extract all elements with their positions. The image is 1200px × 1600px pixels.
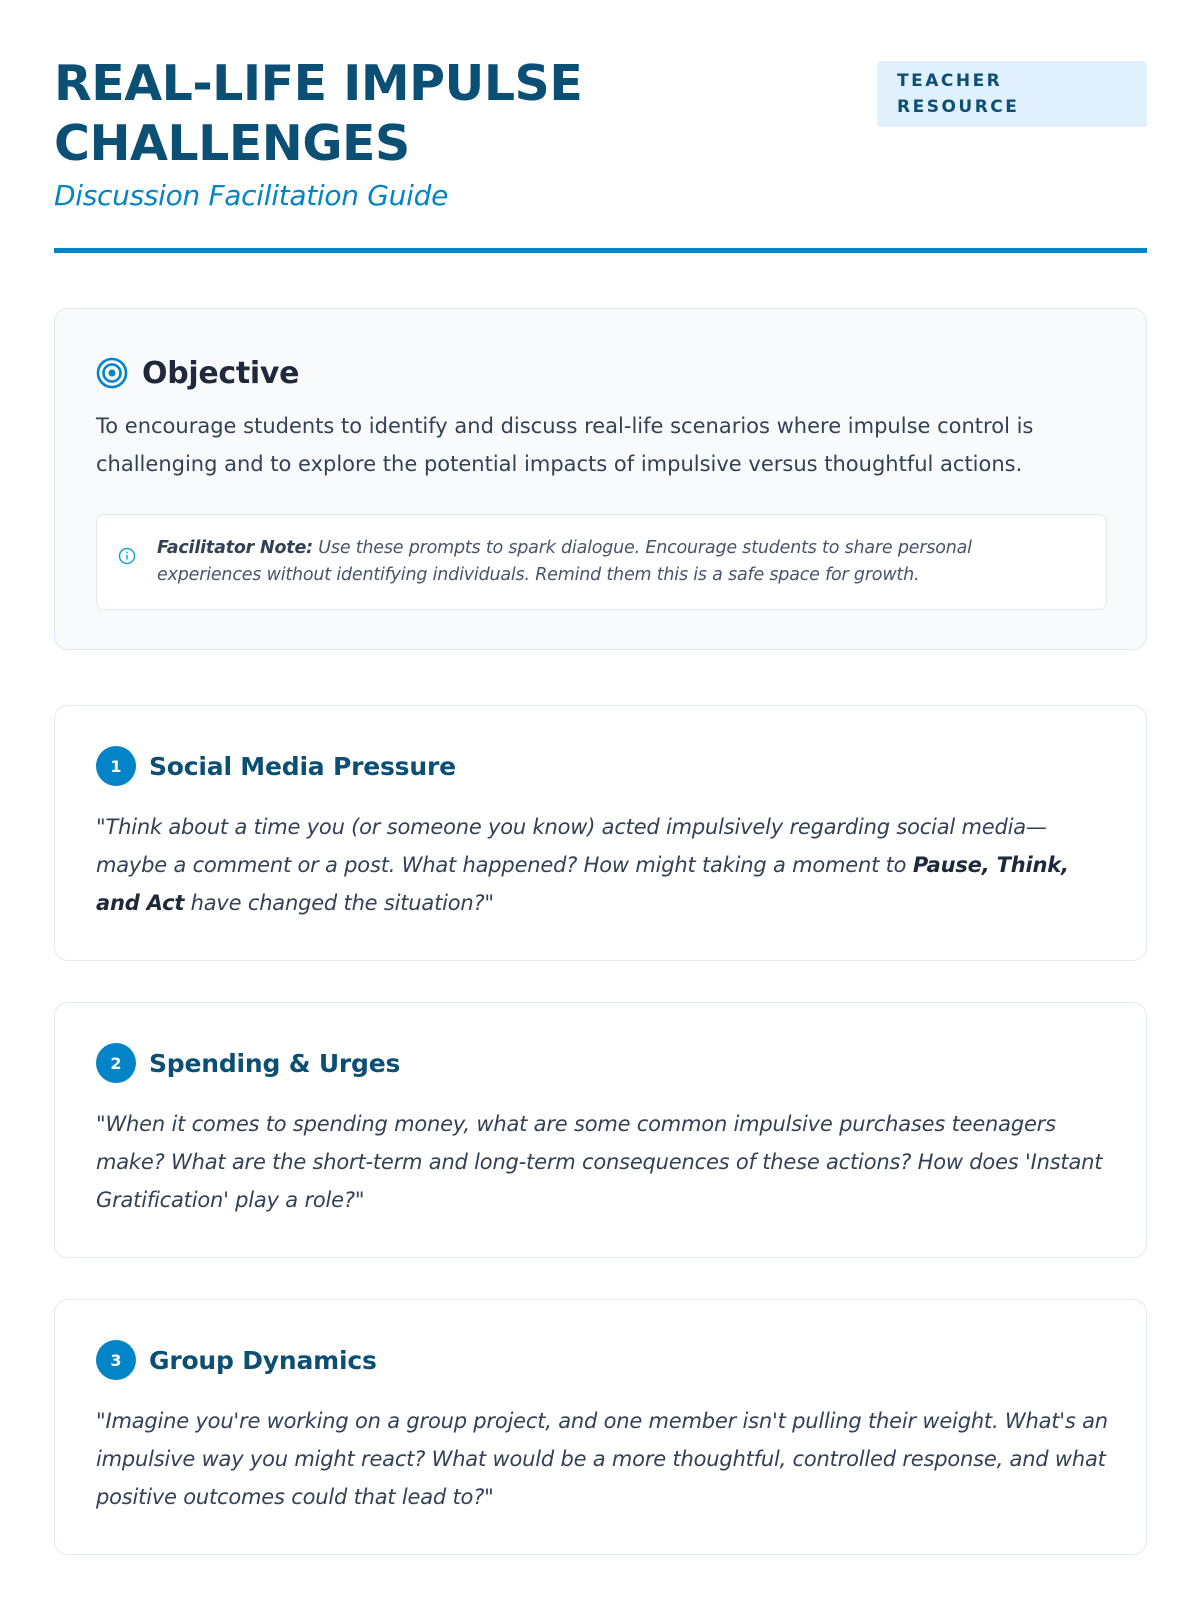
prompt-text: "Imagine you're working on a group project, and one member isn't pulling their weight. What's an impulsive way you might react? What would be a more thoughtful, controlled response, and what positive outcomes could that lead to?" [96,1409,1108,1509]
document-page [54,0,1147,1600]
prompt-number-badge: 1 [96,746,136,786]
document-subtitle: Discussion Facilitation Guide [54,179,448,212]
document-title [54,54,674,174]
target-icon [96,357,128,389]
prompt-number-badge: 3 [96,1340,136,1380]
prompt-title: Social Media Pressure [149,751,456,781]
facilitator-note-body: Use these prompts to spark dialogue. Encourage students to share personal experiences without identifying individuals. Remind them this is a safe space for growth. [157,538,972,585]
document-header [54,0,1147,253]
badge-line-2: RESOURCE [897,97,1020,117]
objective-heading [96,353,299,393]
prompt-heading [96,746,456,786]
prompt-card-spending [54,1002,1147,1258]
prompt-number-badge: 2 [96,1043,136,1083]
prompt-text: "When it comes to spending money, what are some common impulsive purchases teenagers make? What are the short-term and long-term consequences of these actions? How does 'Instant Gratification' play a role?" [96,1112,1103,1212]
facilitator-note [96,514,1107,610]
prompt-text-after: have changed the situation?" [184,891,494,915]
prompt-card-social-media [54,705,1147,961]
badge-line-1: TEACHER [897,71,1003,91]
prompt-title: Spending & Urges [149,1048,401,1078]
prompt-text [96,808,1108,922]
prompt-heading [96,1340,377,1380]
info-icon [118,547,136,565]
prompt-card-group-dynamics [54,1299,1147,1555]
title-line-2: CHALLENGES [54,115,410,172]
objective-title: Objective [142,355,300,391]
objective-card [54,308,1147,650]
prompt-text-before: "Think about a time you (or someone you know) acted impulsively regarding social media—maybe a comment or a post. What happened? How might taking a moment to [96,815,1047,877]
prompt-title: Group Dynamics [149,1345,377,1375]
header-divider [54,248,1147,253]
title-line-1: REAL-LIFE IMPULSE [54,55,583,112]
objective-text: To encourage students to identify and discuss real-life scenarios where impulse control is challenging and to explore the potential impacts of impulsive versus thoughtful actions. [96,414,1034,476]
facilitator-note-label: Facilitator Note: [157,538,313,558]
prompt-text-bold: Pause, Think, and Act [96,853,1069,915]
prompt-heading [96,1043,400,1083]
facilitator-note-text [157,535,1046,589]
teacher-resource-badge [877,61,1147,127]
